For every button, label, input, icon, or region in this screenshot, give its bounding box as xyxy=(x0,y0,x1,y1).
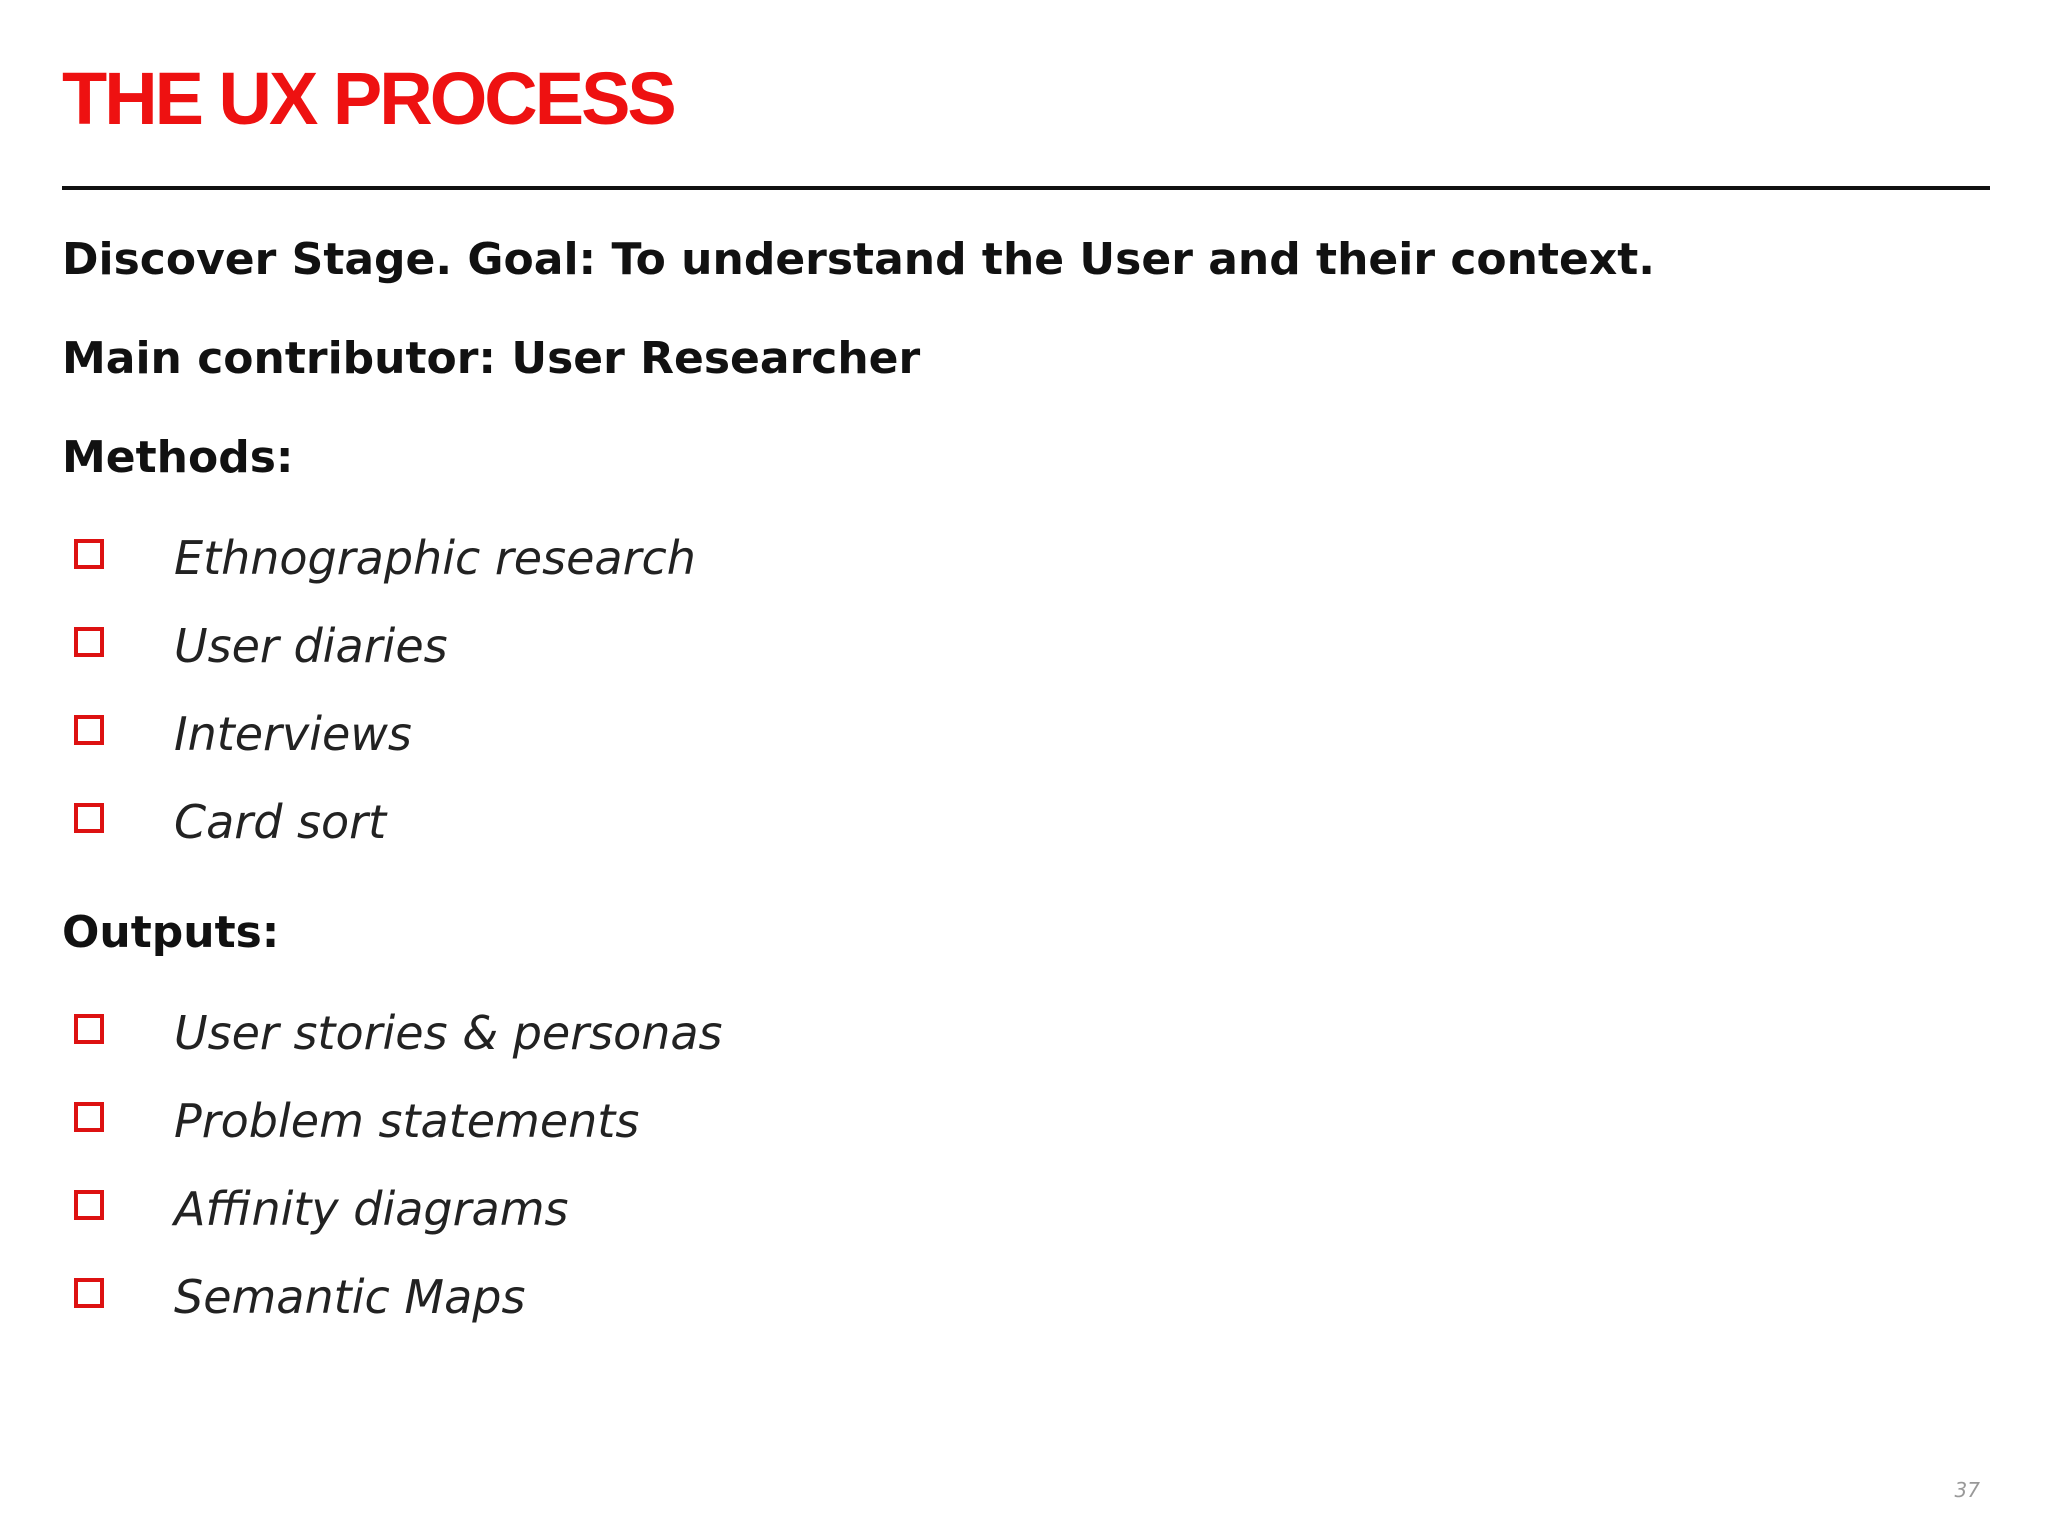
output-label: Semantic Maps xyxy=(174,1270,526,1324)
stage-goal: Discover Stage. Goal: To understand the User and their context. xyxy=(62,234,1655,285)
method-label: Card sort xyxy=(174,795,387,849)
empty-checkbox-icon[interactable] xyxy=(74,539,104,569)
output-label: Problem statements xyxy=(174,1094,640,1148)
method-label: Ethnographic research xyxy=(174,531,696,585)
empty-checkbox-icon[interactable] xyxy=(74,803,104,833)
methods-heading: Methods: xyxy=(62,432,294,483)
empty-checkbox-icon[interactable] xyxy=(74,627,104,657)
empty-checkbox-icon[interactable] xyxy=(74,1014,104,1044)
outputs-heading: Outputs: xyxy=(62,907,280,958)
empty-checkbox-icon[interactable] xyxy=(74,1102,104,1132)
title-divider xyxy=(62,186,1990,190)
output-label: Affinity diagrams xyxy=(174,1182,569,1236)
page-number: 37 xyxy=(1954,1478,1980,1502)
main-contributor: Main contributor: User Researcher xyxy=(62,333,921,384)
page-title: THE UX PROCESS xyxy=(62,57,674,140)
method-label: User diaries xyxy=(174,619,448,673)
empty-checkbox-icon[interactable] xyxy=(74,1190,104,1220)
output-label: User stories & personas xyxy=(174,1006,723,1060)
empty-checkbox-icon[interactable] xyxy=(74,1278,104,1308)
empty-checkbox-icon[interactable] xyxy=(74,715,104,745)
method-label: Interviews xyxy=(174,707,412,761)
